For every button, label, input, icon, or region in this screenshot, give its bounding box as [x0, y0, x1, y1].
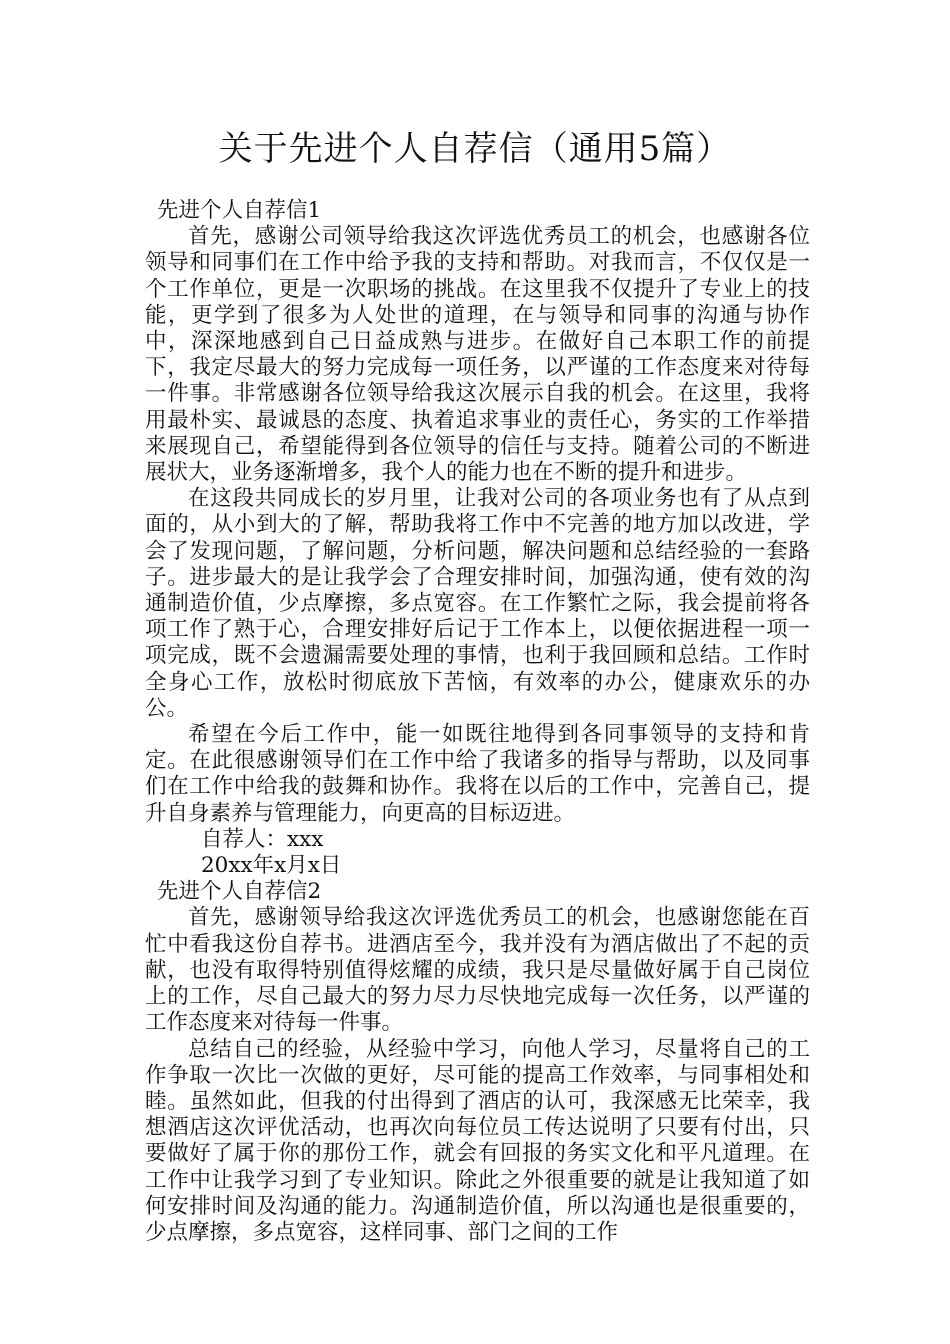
- letter-1-signature: 自荐人：xxx: [201, 826, 324, 852]
- letter-1-paragraph-1: 首先，感谢公司领导给我这次评选优秀员工的机会，也感谢各位领导和同事们在工作中给予我的支持和帮助。对我而言，不仅仅是一个工作单位，更是一次职场的挑战。在这里我不仅提升了专业上的技能，更学到了很多为人处世的道理，在与领导和同事的沟通与协作中，深深地感到自己日益成熟与进步。在做好自己本职工作的前提下，我定尽最大的努力完成每一项任务，以严谨的工作态度来对待每一件事。非常感谢各位领导给我这次展示自我的机会。在这里，我将用最朴实、最诚恳的态度、执着追求事业的责任心，务实的工作举措来展现自己，希望能得到各位领导的信任与支持。随着公司的不断进展状大，业务逐渐增多，我个人的能力也在不断的提升和进步。: [145, 224, 810, 486]
- letter-2-paragraph-1: 首先，感谢领导给我这次评选优秀员工的机会，也感谢您能在百忙中看我这份自荐书。进酒店至今，我并没有为酒店做出了不起的贡献，也没有取得特别值得炫耀的成绩，我只是尽量做好属于自己岗位上的工作，尽自己最大的努力尽力尽快地完成每一次任务，以严谨的工作态度来对待每一件事。: [145, 905, 810, 1036]
- document-title: 关于先进个人自荐信（通用5篇）: [218, 129, 732, 169]
- letter-1-date: 20xx年x月x日: [201, 853, 342, 879]
- letter-2-heading: 先进个人自荐信2: [157, 879, 322, 905]
- letter-2-paragraph-2: 总结自己的经验，从经验中学习，向他人学习，尽量将自己的工作争取一次比一次做的更好，尽可能的提高工作效率，与同事相处和睦。虽然如此，但我的付出得到了酒店的认可，我深感无比荣幸，我想酒店这次评优活动，也再次向每位员工传达说明了只要有付出，只要做好了属于你的那份工作，就会有回报的务实文化和平凡道理。在工作中让我学习到了专业知识。除此之外很重要的就是让我知道了如何安排时间及沟通的能力。沟通制造价值，所以沟通也是很重要的，少点摩擦，多点宽容，这样同事、部门之间的工作: [145, 1036, 810, 1245]
- letter-1-heading: 先进个人自荐信1: [157, 198, 322, 223]
- letter-1-paragraph-2: 在这段共同成长的岁月里，让我对公司的各项业务也有了从点到面的，从小到大的了解，帮助我将工作中不完善的地方加以改进，学会了发现问题，了解问题，分析问题，解决问题和总结经验的一套路子。进步最大的是让我学会了合理安排时间，加强沟通，使有效的沟通制造价值，少点摩擦，多点宽容。在工作繁忙之际，我会提前将各项工作了熟于心，合理安排好后记于工作本上，以便依据进程一项一项完成，既不会遗漏需要处理的事情，也利于我回顾和总结。工作时全身心工作，放松时彻底放下苦恼，有效率的办公，健康欢乐的办公。: [145, 486, 810, 721]
- document-body: [145, 198, 810, 1246]
- letter-1-paragraph-3: 希望在今后工作中，能一如既往地得到各同事领导的支持和肯定。在此很感谢领导们在工作中给了我诸多的指导与帮助，以及同事们在工作中给我的鼓舞和协作。我将在以后的工作中，完善自己，提升自身素养与管理能力，向更高的目标迈进。: [145, 722, 810, 826]
